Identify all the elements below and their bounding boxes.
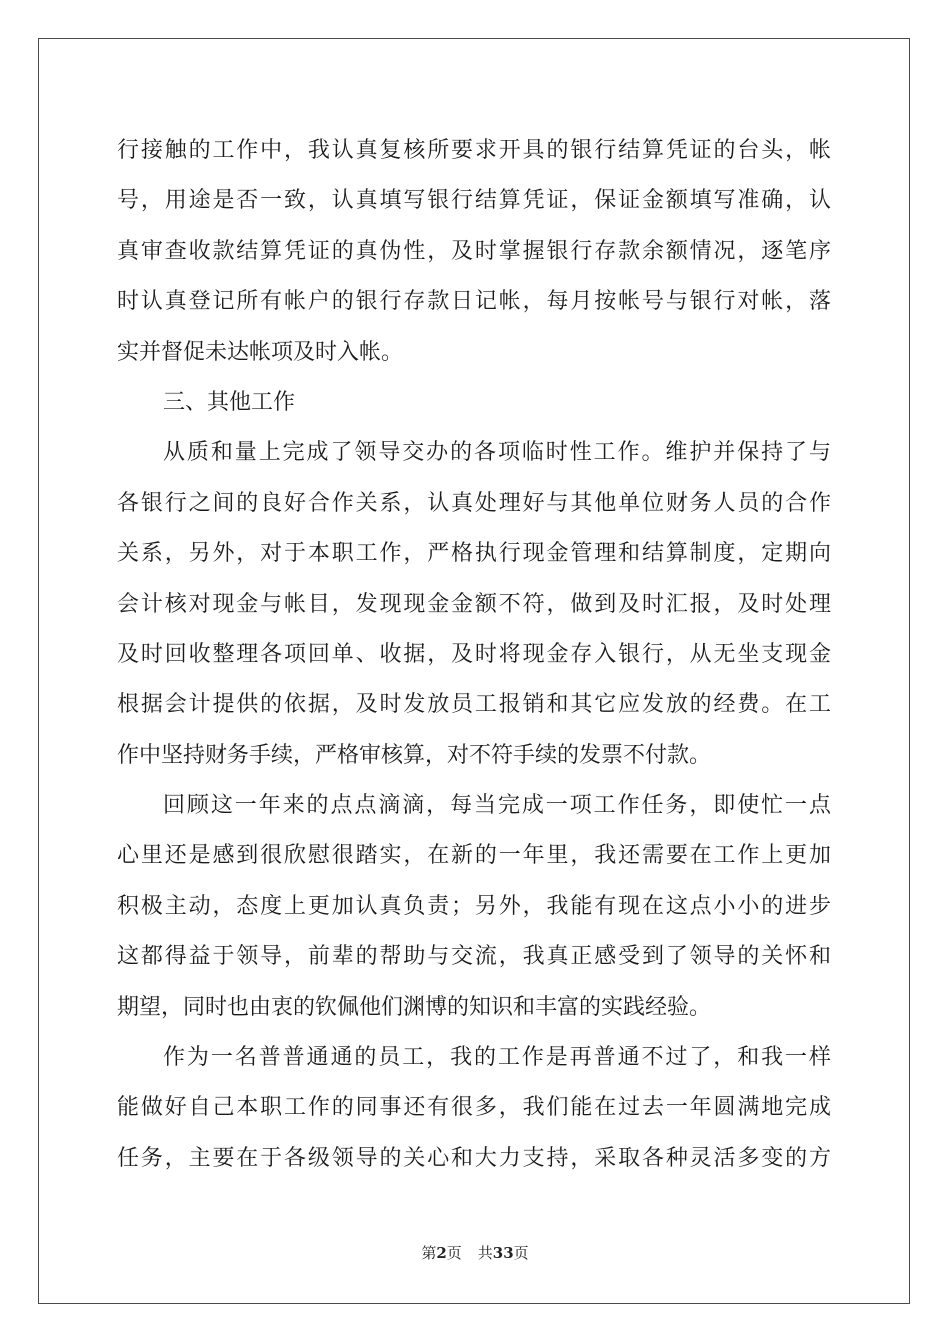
text-line: 这都得益于领导，前辈的帮助与交流，我真正感受到了领导的关怀和 — [117, 944, 831, 970]
text-line: 能做好自己本职工作的同事还有很多，我们能在过去一年圆满地完成 — [117, 1095, 831, 1121]
page-footer — [0, 1242, 950, 1263]
document-body — [117, 126, 831, 1184]
text-line: 积极主动，态度上更加认真负责；另外，我能有现在这点小小的进步 — [117, 893, 831, 919]
footer-page-prefix: 第 — [421, 1244, 437, 1262]
text-line: 真审查收款结算凭证的真伪性，及时掌握银行存款余额情况，逐笔序 — [117, 238, 831, 264]
text-line: 时认真登记所有帐户的银行存款日记帐，每月按帐号与银行对帐，落 — [117, 289, 831, 315]
text-line: 会计核对现金与帐目，发现现金金额不符，做到及时汇报，及时处理 — [117, 591, 831, 617]
text-line: 根据会计提供的依据，及时发放员工报销和其它应发放的经费。在工 — [117, 692, 831, 718]
footer-total-pages: 33 — [492, 1244, 514, 1262]
text-line: 心里还是感到很欣慰很踏实，在新的一年里，我还需要在工作上更加 — [117, 843, 831, 869]
footer-page-suffix: 页 — [446, 1244, 462, 1262]
text-line: 行接触的工作中，我认真复核所要求开具的银行结算凭证的台头，帐 — [117, 138, 831, 163]
text-line: 各银行之间的良好合作关系，认真处理好与其他单位财务人员的合作 — [117, 490, 831, 516]
footer-page-number: 2 — [436, 1244, 447, 1262]
text-line: 作为一名普普通通的员工，我的工作是再普通不过了，和我一样 — [163, 1045, 831, 1071]
text-line: 期望，同时也由衷的钦佩他们渊博的知识和丰富的实践经验。 — [117, 994, 712, 1020]
text-line: 回顾这一年来的点点滴滴，每当完成一项工作任务，即使忙一点 — [163, 793, 831, 819]
text-line: 实并督促未达帐项及时入帐。 — [117, 339, 404, 365]
text-line: 作中坚持财务手续，严格审核算，对不符手续的发票不付款。 — [117, 742, 712, 768]
footer-total-suffix: 页 — [513, 1244, 529, 1262]
text-line: 关系，另外，对于本职工作，严格执行现金管理和结算制度，定期向 — [117, 541, 831, 567]
text-line: 及时回收整理各项回单、收据，及时将现金存入银行，从无坐支现金 — [117, 641, 831, 667]
text-line: 号，用途是否一致，认真填写银行结算凭证，保证金额填写准确，认 — [117, 188, 831, 214]
text-line: 三、其他工作 — [163, 389, 296, 415]
text-line: 任务，主要在于各级领导的关心和大力支持，采取各种灵活多变的方 — [117, 1145, 831, 1171]
footer-total-prefix: 共 — [477, 1244, 493, 1262]
text-line: 从质和量上完成了领导交办的各项临时性工作。维护并保持了与 — [163, 440, 831, 466]
